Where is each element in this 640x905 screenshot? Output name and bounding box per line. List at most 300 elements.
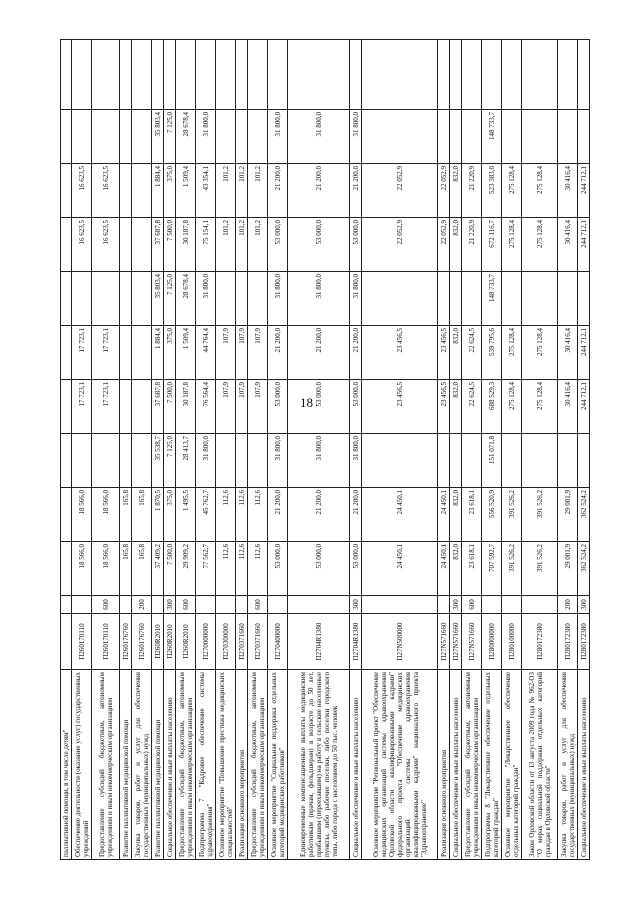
row-value-cell: 275 128,4 [502, 326, 522, 380]
row-value-cell: 7 125,0 [164, 434, 176, 488]
row-value-cell: 244 712,1 [578, 380, 590, 434]
table-row [438, 40, 450, 860]
row-code-cell: П260R2010 [152, 614, 164, 670]
row-expense-type-cell [72, 596, 92, 614]
row-value-cell [120, 110, 132, 164]
row-name-cell: Предоставление субсидий бюджетным, автономным учреждениям и иным некоммерческим организациям [462, 670, 482, 860]
row-value-cell: 28 678,4 [176, 272, 196, 326]
row-value-cell: 28 413,7 [176, 434, 196, 488]
row-value-cell: 30 416,4 [558, 218, 578, 272]
row-value-cell [216, 40, 236, 110]
row-name-cell: Реализация основного мероприятия [438, 670, 450, 860]
row-value-cell [92, 434, 120, 488]
row-value-cell: 707 592,7 [482, 542, 502, 596]
row-value-cell [558, 272, 578, 326]
row-value-cell [120, 326, 132, 380]
row-value-cell: 23 456,5 [438, 380, 450, 434]
table-row [132, 40, 152, 860]
row-value-cell [578, 110, 590, 164]
row-value-cell: 16 623,5 [92, 218, 120, 272]
row-value-cell: 17 723,1 [72, 326, 92, 380]
row-value-cell: 21 200,0 [268, 164, 288, 218]
row-name-cell: Социальное обеспечение и иные выплаты населению [350, 670, 362, 860]
row-value-cell: 17 723,1 [72, 380, 92, 434]
row-value-cell: 24 450,1 [438, 488, 450, 542]
row-value-cell [350, 40, 362, 110]
table-row [176, 40, 196, 860]
row-name-cell: Обеспечение деятельности (оказание услуг) государственных учреждений [72, 670, 92, 860]
row-value-cell: 22 052,9 [362, 164, 438, 218]
row-value-cell: 275 128,4 [502, 218, 522, 272]
row-value-cell: 107,9 [248, 326, 268, 380]
row-value-cell: 375,0 [164, 488, 176, 542]
row-value-cell: 391 526,2 [522, 542, 558, 596]
row-value-cell: 7 125,0 [164, 110, 176, 164]
row-value-cell: 17 723,1 [92, 326, 120, 380]
row-value-cell: 44 764,4 [196, 326, 216, 380]
row-value-cell [61, 40, 72, 110]
row-code-cell: П280000000 [482, 614, 502, 670]
row-value-cell: 1 884,4 [152, 326, 164, 380]
row-name-cell: Предоставление субсидий бюджетным, автономным учреждениям и иным некоммерческим организациям [248, 670, 268, 860]
row-value-cell [61, 380, 72, 434]
row-value-cell: 148 733,7 [482, 110, 502, 164]
row-value-cell [248, 434, 268, 488]
row-value-cell [268, 40, 288, 110]
row-value-cell [236, 272, 248, 326]
table-row [196, 40, 216, 860]
row-value-cell: 165,8 [120, 488, 132, 542]
row-value-cell: 77 562,7 [196, 542, 216, 596]
row-value-cell [482, 40, 502, 110]
row-value-cell: 18 566,0 [72, 488, 92, 542]
row-value-cell [522, 110, 558, 164]
row-value-cell: 107,9 [216, 380, 236, 434]
row-value-cell [132, 110, 152, 164]
row-value-cell: 165,8 [132, 542, 152, 596]
row-value-cell: 362 524,2 [578, 542, 590, 596]
row-expense-type-cell: 300 [450, 596, 462, 614]
row-value-cell: 21 220,9 [462, 218, 482, 272]
row-value-cell [558, 434, 578, 488]
row-code-cell: П2704R1380 [350, 614, 362, 670]
row-value-cell: 16 623,5 [72, 218, 92, 272]
row-value-cell [578, 434, 590, 488]
row-value-cell [61, 326, 72, 380]
row-value-cell: 31 800,0 [268, 272, 288, 326]
row-value-cell [502, 434, 522, 488]
row-expense-type-cell: 600 [176, 596, 196, 614]
row-value-cell: 107,9 [236, 380, 248, 434]
row-value-cell: 112,6 [236, 488, 248, 542]
table-row [502, 40, 522, 860]
row-value-cell: 112,6 [248, 542, 268, 596]
row-expense-type-cell [502, 596, 522, 614]
row-value-cell [362, 434, 438, 488]
row-expense-type-cell [61, 596, 72, 614]
row-value-cell: 35 538,7 [152, 434, 164, 488]
row-value-cell [438, 434, 450, 488]
row-code-cell: П270371660 [236, 614, 248, 670]
row-value-cell [61, 542, 72, 596]
table-row [120, 40, 132, 860]
row-name-cell: Закон Орловской области от 13 августа 2009 года № 962-ОЗ "О мерах социальной поддержки отдельных категорий граждан в Орловской области" [522, 670, 558, 860]
row-code-cell: П260170110 [72, 614, 92, 670]
row-value-cell [132, 164, 152, 218]
row-expense-type-cell [362, 596, 438, 614]
row-value-cell: 28 678,4 [176, 110, 196, 164]
row-value-cell: 362 524,2 [578, 488, 590, 542]
row-value-cell: 53 000,0 [268, 218, 288, 272]
row-value-cell: 1 495,5 [176, 488, 196, 542]
row-value-cell: 16 623,5 [92, 164, 120, 218]
row-name-cell: Закупка товаров, работ и услуг для обеспечения государственных (муниципальных) нужд [132, 670, 152, 860]
row-value-cell: 30 416,4 [558, 326, 578, 380]
row-value-cell [120, 40, 132, 110]
row-value-cell: 101,2 [248, 164, 268, 218]
row-code-cell: П260R2010 [176, 614, 196, 670]
row-value-cell: 1 870,5 [152, 488, 164, 542]
row-value-cell: 53 000,0 [288, 380, 350, 434]
row-value-cell [578, 40, 590, 110]
row-value-cell [216, 110, 236, 164]
table-row [450, 40, 462, 860]
row-value-cell [61, 164, 72, 218]
row-value-cell [132, 218, 152, 272]
row-value-cell: 21 200,0 [288, 326, 350, 380]
row-value-cell: 539 795,6 [482, 326, 502, 380]
row-value-cell: 832,0 [450, 542, 462, 596]
row-value-cell: 31 800,0 [288, 434, 350, 488]
row-expense-type-cell: 600 [92, 596, 120, 614]
row-value-cell [558, 40, 578, 110]
row-value-cell [362, 272, 438, 326]
row-value-cell [462, 110, 482, 164]
row-value-cell: 688 529,3 [482, 380, 502, 434]
table-row [248, 40, 268, 860]
row-value-cell [132, 272, 152, 326]
row-value-cell [152, 40, 164, 110]
row-value-cell [522, 272, 558, 326]
row-value-cell [450, 434, 462, 488]
row-value-cell: 275 128,4 [522, 164, 558, 218]
row-name-cell: Единовременные компенсационные выплаты медицинским работникам (врачам, фельдшерам) в возрасте до 50 лет, прибывшим (переехавшим) на работу в сельские населенные пункты, либо рабочие поселки, либо поселки городского типа, либо города с населением до 50 тыс. человек [288, 670, 350, 860]
row-value-cell [248, 40, 268, 110]
row-value-cell [176, 40, 196, 110]
row-expense-type-cell [196, 596, 216, 614]
row-value-cell: 31 800,0 [288, 272, 350, 326]
row-value-cell: 7 500,0 [164, 380, 176, 434]
row-name-cell: Социальное обеспечение и иные выплаты населению [450, 670, 462, 860]
row-value-cell: 29 001,9 [558, 488, 578, 542]
row-value-cell [120, 164, 132, 218]
row-value-cell: 101,2 [236, 164, 248, 218]
row-value-cell [450, 272, 462, 326]
row-value-cell: 23 618,1 [462, 488, 482, 542]
row-value-cell: 21 200,0 [350, 164, 362, 218]
row-value-cell: 832,0 [450, 380, 462, 434]
row-code-cell: П27N571660 [450, 614, 462, 670]
row-value-cell: 107,9 [236, 326, 248, 380]
row-value-cell [248, 110, 268, 164]
row-name-cell: Основное мероприятие "Социальная поддержка отдельных категорий медицинских работников" [268, 670, 288, 860]
row-code-cell: П270300000 [216, 614, 236, 670]
row-value-cell: 53 000,0 [350, 218, 362, 272]
row-value-cell: 7 500,0 [164, 542, 176, 596]
row-value-cell: 101,2 [248, 218, 268, 272]
row-value-cell: 53 000,0 [350, 542, 362, 596]
row-value-cell: 31 800,0 [196, 272, 216, 326]
row-expense-type-cell: 300 [578, 596, 590, 614]
row-expense-type-cell: 200 [558, 596, 578, 614]
row-code-cell: П260176760 [132, 614, 152, 670]
row-value-cell [61, 434, 72, 488]
row-value-cell [578, 272, 590, 326]
row-value-cell [236, 110, 248, 164]
table-row [72, 40, 92, 860]
row-value-cell: 16 623,5 [72, 164, 92, 218]
row-value-cell: 672 116,7 [482, 218, 502, 272]
row-value-cell: 31 800,0 [350, 272, 362, 326]
row-code-cell: П270371660 [248, 614, 268, 670]
row-value-cell: 37 409,2 [152, 542, 164, 596]
row-value-cell: 112,6 [248, 488, 268, 542]
row-value-cell: 22 624,5 [462, 380, 482, 434]
row-value-cell: 31 800,0 [350, 110, 362, 164]
page-number: 18 [300, 395, 313, 410]
row-value-cell [502, 110, 522, 164]
row-value-cell: 31 800,0 [196, 434, 216, 488]
row-value-cell [502, 272, 522, 326]
budget-table [60, 39, 590, 860]
row-value-cell: 24 450,1 [362, 488, 438, 542]
row-code-cell: П270400000 [268, 614, 288, 670]
row-value-cell: 18 566,0 [92, 542, 120, 596]
row-value-cell: 30 187,8 [176, 380, 196, 434]
row-name-cell: Подпрограмма 8 "Лекарственное обеспечение отдельных категорий граждан" [482, 670, 502, 860]
row-value-cell: 23 456,5 [362, 326, 438, 380]
row-value-cell [120, 272, 132, 326]
row-value-cell: 53 000,0 [268, 542, 288, 596]
row-value-cell [450, 110, 462, 164]
row-value-cell: 275 128,4 [522, 326, 558, 380]
row-name-cell: Подпрограмма 7 "Кадровое обеспечение системы здравоохранения" [196, 670, 216, 860]
row-value-cell: 275 128,4 [502, 164, 522, 218]
row-value-cell [61, 110, 72, 164]
row-value-cell [92, 110, 120, 164]
row-value-cell: 18 566,0 [72, 542, 92, 596]
row-name-cell: Предоставление субсидий бюджетным, автономным учреждениям и иным некоммерческим организациям [176, 670, 196, 860]
row-value-cell: 53 000,0 [288, 218, 350, 272]
row-expense-type-cell [216, 596, 236, 614]
row-name-cell: Закупка товаров, работ и услуг для обеспечения государственных (муниципальных) нужд [558, 670, 578, 860]
row-value-cell [132, 40, 152, 110]
row-value-cell [438, 272, 450, 326]
row-value-cell: 31 800,0 [268, 434, 288, 488]
row-value-cell [558, 110, 578, 164]
row-value-cell [132, 434, 152, 488]
row-value-cell: 21 220,9 [462, 164, 482, 218]
table-row [482, 40, 502, 860]
row-value-cell: 244 712,1 [578, 164, 590, 218]
row-value-cell: 21 200,0 [268, 488, 288, 542]
row-value-cell [164, 40, 176, 110]
rotated-table-wrapper [60, 40, 588, 860]
row-value-cell: 53 000,0 [268, 380, 288, 434]
row-code-cell: П260R2010 [164, 614, 176, 670]
row-value-cell: 53 000,0 [350, 380, 362, 434]
row-value-cell: 832,0 [450, 164, 462, 218]
row-value-cell [438, 110, 450, 164]
row-value-cell: 21 200,0 [350, 488, 362, 542]
table-body [61, 40, 590, 860]
row-value-cell: 275 128,4 [522, 380, 558, 434]
row-value-cell: 31 800,0 [196, 110, 216, 164]
row-value-cell [462, 434, 482, 488]
row-value-cell: 23 456,5 [438, 326, 450, 380]
table-row [558, 40, 578, 860]
row-expense-type-cell [236, 596, 248, 614]
row-expense-type-cell [438, 596, 450, 614]
row-value-cell: 391 526,2 [502, 542, 522, 596]
row-code-cell: П260170110 [92, 614, 120, 670]
row-value-cell: 375,0 [164, 326, 176, 380]
row-value-cell: 244 712,1 [578, 218, 590, 272]
row-expense-type-cell: 600 [462, 596, 482, 614]
row-value-cell: 30 416,4 [558, 164, 578, 218]
table-row [61, 40, 72, 860]
row-code-cell: П27N571660 [462, 614, 482, 670]
row-value-cell: 22 052,9 [362, 218, 438, 272]
row-code-cell: П2704R1380 [288, 614, 350, 670]
row-value-cell [92, 272, 120, 326]
row-value-cell: 1 884,4 [152, 164, 164, 218]
row-name-cell: Основное мероприятие "Повышение престижа медицинских специальностей" [216, 670, 236, 860]
row-value-cell: 21 200,0 [268, 326, 288, 380]
row-value-cell [216, 272, 236, 326]
row-value-cell [248, 272, 268, 326]
row-expense-type-cell: 200 [132, 596, 152, 614]
row-value-cell: 45 762,7 [196, 488, 216, 542]
row-expense-type-cell [482, 596, 502, 614]
row-name-cell: Основное мероприятие "Региональный проект "Обеспечение медицинских организаций системы здравоохранения Орловской области квалифицированными кадрами" федерального проекта "Обеспечение медицинских организаций системы здравоохранения квалифицированными кадрами" национального проекта "Здравоохранение" [362, 670, 438, 860]
row-value-cell: 165,8 [120, 542, 132, 596]
row-value-cell: 22 624,5 [462, 326, 482, 380]
row-value-cell: 21 200,0 [288, 164, 350, 218]
row-value-cell [216, 434, 236, 488]
row-value-cell: 275 128,4 [522, 218, 558, 272]
row-value-cell: 30 416,4 [558, 380, 578, 434]
row-name-cell: Развитие паллиативной медицинской помощи [152, 670, 164, 860]
table-row [522, 40, 558, 860]
row-value-cell: 244 712,1 [578, 326, 590, 380]
row-value-cell: 31 800,0 [350, 434, 362, 488]
table-row [92, 40, 120, 860]
row-value-cell [362, 40, 438, 110]
row-value-cell: 832,0 [450, 326, 462, 380]
row-expense-type-cell: 300 [164, 596, 176, 614]
row-value-cell [120, 218, 132, 272]
table-row [268, 40, 288, 860]
row-value-cell: 1 509,4 [176, 164, 196, 218]
row-expense-type-cell [268, 596, 288, 614]
row-name-cell: Социальное обеспечение и иные выплаты населению [164, 670, 176, 860]
row-value-cell [61, 272, 72, 326]
row-value-cell [462, 40, 482, 110]
row-value-cell: 35 803,4 [152, 110, 164, 164]
row-value-cell: 18 566,0 [92, 488, 120, 542]
row-value-cell: 21 200,0 [350, 326, 362, 380]
row-value-cell: 275 128,4 [502, 380, 522, 434]
row-value-cell: 165,8 [132, 488, 152, 542]
table-row [216, 40, 236, 860]
row-name-cell: Основное мероприятие "Лекарственное обеспечение отдельных категорий граждан" [502, 670, 522, 860]
table-row [288, 40, 350, 860]
row-code-cell: П27N500000 [362, 614, 438, 670]
table-row [152, 40, 164, 860]
row-value-cell: 17 723,1 [92, 380, 120, 434]
row-value-cell: 22 052,9 [438, 218, 450, 272]
row-value-cell: 112,6 [216, 488, 236, 542]
row-value-cell: 832,0 [450, 488, 462, 542]
row-value-cell: 53 000,0 [288, 542, 350, 596]
row-value-cell [72, 434, 92, 488]
row-value-cell: 101,2 [216, 218, 236, 272]
row-code-cell: П280100000 [502, 614, 522, 670]
row-value-cell: 101,2 [236, 218, 248, 272]
row-code-cell: П27N571660 [438, 614, 450, 670]
row-value-cell: 35 803,4 [152, 272, 164, 326]
row-value-cell [61, 488, 72, 542]
row-value-cell [92, 40, 120, 110]
row-value-cell: 37 687,8 [152, 380, 164, 434]
row-value-cell: 30 187,8 [176, 218, 196, 272]
row-value-cell: 101,2 [216, 164, 236, 218]
row-value-cell [522, 40, 558, 110]
row-name-cell: Развитие паллиативной медицинской помощи [120, 670, 132, 860]
row-value-cell: 112,6 [216, 542, 236, 596]
row-value-cell [72, 110, 92, 164]
row-value-cell: 375,0 [164, 164, 176, 218]
table-row [462, 40, 482, 860]
row-name-cell: Предоставление субсидий бюджетным, автономным учреждениям и иным некоммерческим организациям [92, 670, 120, 860]
row-value-cell: 31 800,0 [268, 110, 288, 164]
row-expense-type-cell: 600 [248, 596, 268, 614]
row-value-cell: 112,6 [236, 542, 248, 596]
row-value-cell [72, 272, 92, 326]
row-code-cell: П280172380 [522, 614, 558, 670]
row-value-cell: 832,0 [450, 218, 462, 272]
table-row [236, 40, 248, 860]
row-value-cell: 151 071,8 [482, 434, 502, 488]
row-value-cell [61, 218, 72, 272]
row-value-cell: 7 125,0 [164, 272, 176, 326]
row-value-cell: 75 154,1 [196, 218, 216, 272]
row-value-cell [132, 326, 152, 380]
row-code-cell: П260176760 [120, 614, 132, 670]
row-value-cell: 37 687,8 [152, 218, 164, 272]
row-value-cell: 23 456,5 [362, 380, 438, 434]
row-name-cell: паллиативной помощи, в том числе детям" [61, 670, 72, 860]
row-value-cell [450, 40, 462, 110]
row-value-cell: 1 509,4 [176, 326, 196, 380]
row-value-cell: 523 383,0 [482, 164, 502, 218]
row-value-cell: 391 526,2 [522, 488, 558, 542]
row-value-cell [438, 40, 450, 110]
row-value-cell: 21 200,0 [288, 488, 350, 542]
row-value-cell: 22 052,9 [438, 164, 450, 218]
row-code-cell: П280172380 [558, 614, 578, 670]
